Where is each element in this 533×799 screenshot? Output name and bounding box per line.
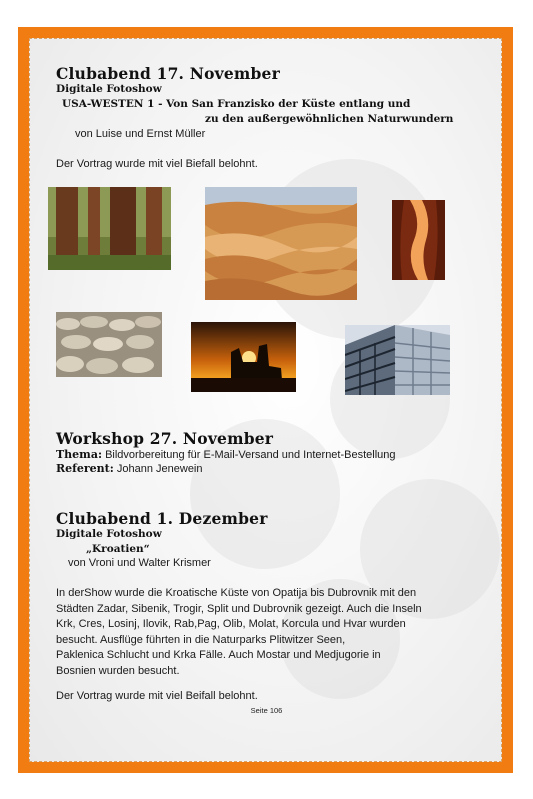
referent-value: Johann Jenewein [116, 463, 203, 475]
referent-label: Referent: [56, 462, 114, 475]
section3-authors: von Vroni und Walter Krismer [68, 557, 211, 569]
section1-closing: Der Vortrag wurde mit viel Biefall belohnt. [56, 158, 258, 170]
section3-heading: Clubabend 1. Dezember [56, 509, 268, 528]
page-number: Seite 106 [250, 706, 283, 715]
section1-title-line1: USA-WESTEN 1 - Von San Franzisko der Küste entlang und [62, 98, 411, 110]
section2-heading: Workshop 27. November [56, 429, 274, 448]
section1-authors: von Luise und Ernst Müller [75, 128, 206, 140]
glass-building-photo [345, 325, 450, 395]
slot-canyon-photo [392, 200, 445, 280]
redwood-trees-photo [48, 187, 171, 270]
section3-title: „Kroatien“ [86, 543, 150, 555]
paragraph-line: Städten Zadar, Sibenik, Trogir, Split und Dubrovnik gezeigt. Auch die Inseln [56, 602, 422, 615]
paragraph-line: Paklenica Schlucht und Krka Fälle. Auch Mostar und Medjugorie in [56, 649, 381, 662]
referent-line [56, 462, 203, 475]
sandstone-wave-photo [205, 187, 357, 300]
section3-closing: Der Vortrag wurde mit viel Beifall belohnt. [56, 690, 258, 702]
thema-line [56, 448, 396, 461]
section3-subtitle: Digitale Fotoshow [56, 528, 162, 540]
thema-value: Bildvorbereitung für E-Mail-Versand und Internet-Bestellung [105, 449, 396, 461]
paragraph-line: Krk, Cres, Losinj, Ilovik, Rab,Pag, Olib, Molat, Korcula und Hvar wurden [56, 618, 406, 631]
monument-sunset-photo [191, 322, 296, 392]
paragraph-line: Bosnien wurden besucht. [56, 664, 180, 677]
section3-paragraph [56, 586, 422, 680]
section1-title-line2: zu den außergewöhnlichen Naturwundern [205, 113, 454, 125]
thema-label: Thema: [56, 448, 103, 461]
paragraph-line: In derShow wurde die Kroatische Küste von Opatija bis Dubrovnik mit den [56, 587, 417, 599]
paragraph-line: besucht. Ausflüge führten in die Naturparks Plitwitzer Seen, [56, 633, 346, 646]
section1-subtitle: Digitale Fotoshow [56, 83, 162, 95]
rock-field-photo [56, 312, 162, 377]
section1-heading: Clubabend 17. November [56, 64, 280, 83]
